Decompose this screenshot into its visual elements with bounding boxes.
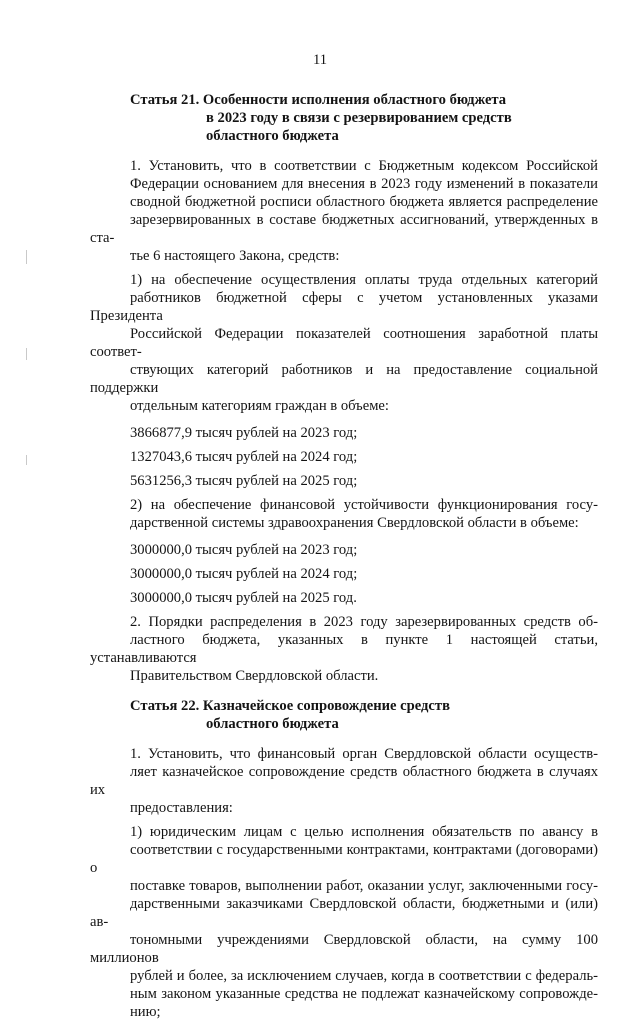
text-line: ствующих категорий работников и на предоставление социальной поддержки	[90, 362, 598, 396]
amount-line: 3000000,0 тысяч рублей на 2024 год;	[130, 566, 358, 582]
article-21-paragraph-1	[90, 157, 598, 265]
amount-line: 3000000,0 тысяч рублей на 2025 год.	[130, 590, 357, 606]
text-line: отдельным категориям граждан в объеме:	[130, 398, 389, 414]
text-line: тономными учреждениями Свердловской области, на сумму 100 миллионов	[90, 932, 598, 966]
margin-mark	[26, 455, 27, 465]
amount-line: 3866877,9 тысяч рублей на 2023 год;	[130, 425, 358, 441]
heading-line: областного бюджета	[206, 128, 339, 144]
text-line: 2. Порядки распределения в 2023 году зарезервированных средств об-	[130, 614, 598, 630]
text-line: Правительством Свердловской области.	[130, 668, 379, 684]
text-line: 1. Установить, что финансовый орган Свердловской области осуществ-	[130, 746, 598, 762]
text-line: работников бюджетной сферы с учетом установленных указами Президента	[90, 290, 598, 324]
article-21-subparagraph-1	[90, 271, 598, 415]
text-line: сводной бюджетной росписи областного бюджета является распределение	[130, 194, 598, 210]
article-21-heading	[90, 91, 598, 145]
text-line: рублей и более, за исключением случаев, когда в соответствии с федераль-	[130, 968, 598, 984]
article-21-subparagraph-2	[90, 496, 598, 532]
text-line: Российской Федерации показателей соотношения заработной платы соответ-	[90, 326, 598, 360]
text-line: ным законом указанные средства не подлежат казначейскому сопровожде-	[130, 986, 598, 1002]
text-line: 1) на обеспечение осуществления оплаты труда отдельных категорий	[130, 272, 598, 288]
article-22-heading	[90, 697, 598, 733]
amount-line: 5631256,3 тысяч рублей на 2025 год;	[130, 473, 358, 489]
article-21-paragraph-2	[90, 613, 598, 685]
text-line: зарезервированных в составе бюджетных ассигнований, утвержденных в ста-	[90, 212, 598, 246]
text-line: тье 6 настоящего Закона, средств:	[130, 248, 340, 264]
text-line: 1) юридическим лицам с целью исполнения обязательств по авансу в	[130, 824, 598, 840]
text-line: 1. Установить, что в соответствии с Бюджетным кодексом Российской	[130, 158, 598, 174]
text-line: предоставления:	[130, 800, 233, 816]
text-line: дарственной системы здравоохранения Свердловской области в объеме:	[130, 515, 579, 531]
text-line: ластного бюджета, указанных в пункте 1 настоящей статьи, устанавливаются	[90, 632, 598, 666]
heading-line: в 2023 году в связи с резервированием средств	[206, 110, 512, 126]
amount-line: 1327043,6 тысяч рублей на 2024 год;	[130, 449, 358, 465]
margin-mark	[26, 348, 27, 360]
heading-line: Статья 22. Казначейское сопровождение средств	[130, 698, 450, 714]
amount-line: 3000000,0 тысяч рублей на 2023 год;	[130, 542, 358, 558]
margin-mark	[26, 250, 27, 264]
page-number: 11	[312, 52, 328, 68]
article-22-paragraph-1	[90, 745, 598, 817]
text-line: соответствии с государственными контрактами, контрактами (договорами) о	[90, 842, 598, 876]
text-line: нию;	[130, 1004, 161, 1020]
text-line: 2) на обеспечение финансовой устойчивости функционирования госу-	[130, 497, 598, 513]
text-line: дарственными заказчиками Свердловской области, бюджетными и (или) ав-	[90, 896, 598, 930]
heading-line: областного бюджета	[206, 716, 339, 732]
article-22-subparagraph-1	[90, 823, 598, 1021]
text-line: поставке товаров, выполнении работ, оказании услуг, заключенными госу-	[130, 878, 598, 894]
heading-line: Статья 21. Особенности исполнения областного бюджета	[130, 92, 507, 108]
text-line: Федерации основанием для внесения в 2023 году изменений в показатели	[130, 176, 598, 192]
text-line: ляет казначейское сопровождение средств областного бюджета в случаях их	[90, 764, 598, 798]
document-body	[90, 91, 598, 1021]
